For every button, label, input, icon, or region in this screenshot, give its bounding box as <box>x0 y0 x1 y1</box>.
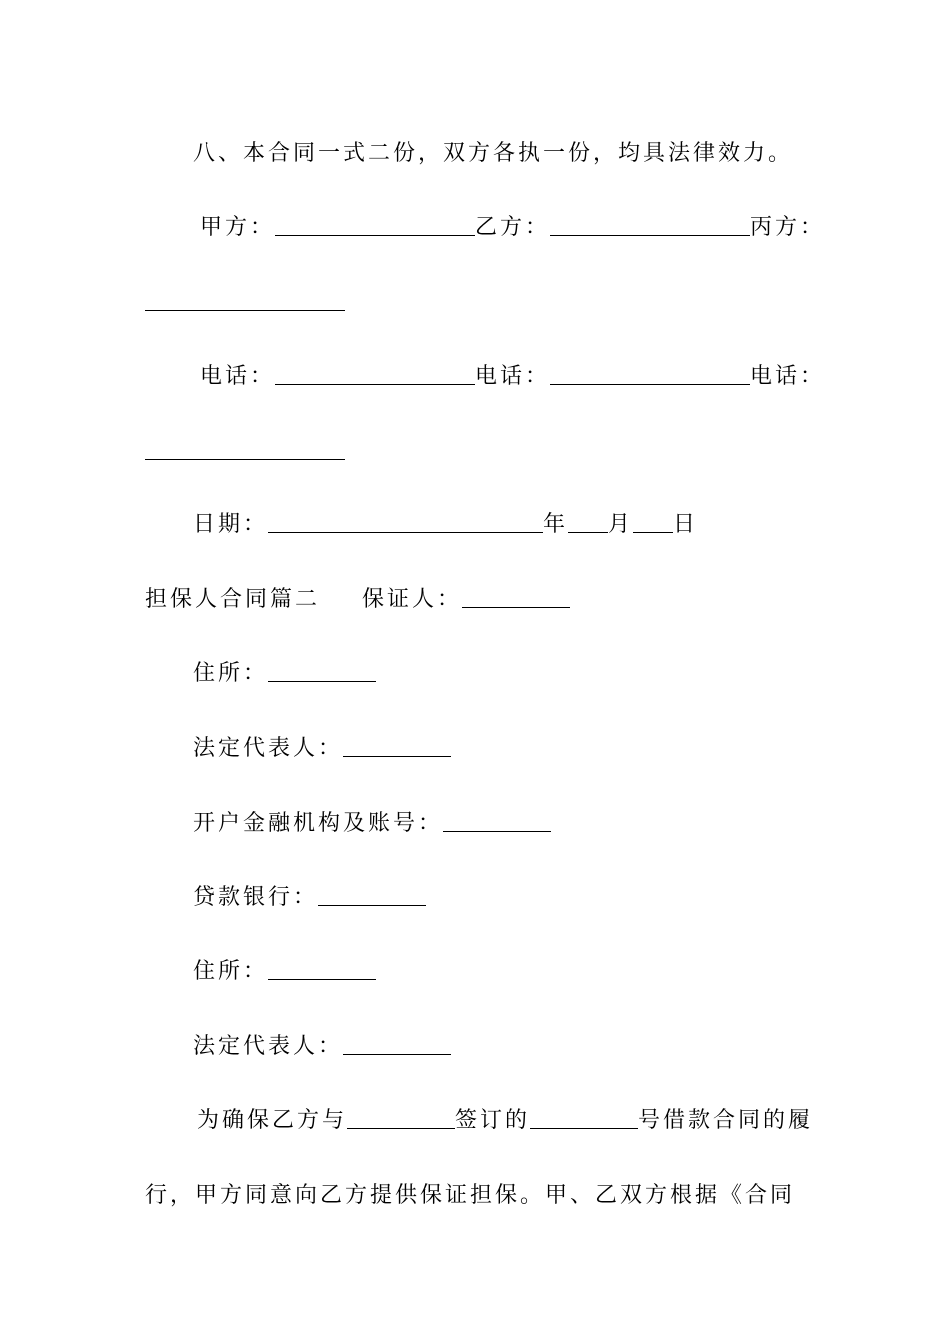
date-blank <box>268 510 543 533</box>
party-b-label: 乙方： <box>475 215 551 240</box>
party-c-label: 丙方： <box>750 215 826 240</box>
address-label-1: 住所： <box>193 661 269 686</box>
year-label: 年 <box>543 512 569 537</box>
guarantor-blank <box>462 585 570 608</box>
clause-8 <box>193 139 793 169</box>
day-label: 日 <box>673 512 699 537</box>
bank-account-label: 开户金融机构及账号： <box>193 811 444 836</box>
day-blank <box>633 510 673 533</box>
party-a-label: 甲方： <box>200 215 276 240</box>
bank-account-blank <box>443 809 551 832</box>
legal-rep-row-1 <box>193 734 451 764</box>
section-title-row <box>145 585 570 615</box>
phone-a-blank <box>275 362 475 385</box>
address-row-2 <box>193 957 376 987</box>
date-label: 日期： <box>193 512 269 537</box>
phone-c-continuation <box>145 437 345 467</box>
legal-rep-row-2 <box>193 1032 451 1062</box>
legal-rep-blank-1 <box>343 734 451 757</box>
lending-bank-row <box>193 883 426 913</box>
legal-rep-blank-2 <box>343 1032 451 1055</box>
party-c-continuation <box>145 288 345 318</box>
party-a-blank <box>275 213 475 236</box>
guarantee-paragraph-line-1 <box>197 1106 813 1136</box>
phone-a-label: 电话： <box>200 364 276 389</box>
section-title: 担保人合同篇二 <box>145 587 321 612</box>
clause-8-text: 八、本合同一式二份，双方各执一份，均具法律效力。 <box>193 141 794 166</box>
phone-row <box>200 362 825 392</box>
para-blank-2 <box>530 1106 638 1129</box>
para-part-c: 号借款合同的履 <box>638 1108 814 1133</box>
para-part-a: 为确保乙方与 <box>197 1108 348 1133</box>
phone-c-label: 电话： <box>750 364 826 389</box>
party-b-blank <box>550 213 750 236</box>
para-blank-1 <box>347 1106 455 1129</box>
legal-rep-label-1: 法定代表人： <box>193 736 344 761</box>
party-c-blank <box>145 288 345 311</box>
lending-bank-label: 贷款银行： <box>193 885 319 910</box>
date-row <box>193 510 698 540</box>
month-label: 月 <box>608 512 634 537</box>
signature-parties-row <box>200 213 825 243</box>
lending-bank-blank <box>318 883 426 906</box>
bank-account-row <box>193 809 551 839</box>
phone-b-blank <box>550 362 750 385</box>
address-row-1 <box>193 659 376 689</box>
phone-b-label: 电话： <box>475 364 551 389</box>
address-blank-1 <box>268 659 376 682</box>
para-part-b: 签订的 <box>455 1108 531 1133</box>
address-label-2: 住所： <box>193 959 269 984</box>
phone-c-blank <box>145 437 345 460</box>
para-line-2: 行，甲方同意向乙方提供保证担保。甲、乙双方根据《合同 <box>145 1183 796 1208</box>
guarantee-paragraph-line-2 <box>145 1181 795 1211</box>
month-blank <box>568 510 608 533</box>
address-blank-2 <box>268 957 376 980</box>
guarantor-label: 保证人： <box>362 587 463 612</box>
legal-rep-label-2: 法定代表人： <box>193 1034 344 1059</box>
